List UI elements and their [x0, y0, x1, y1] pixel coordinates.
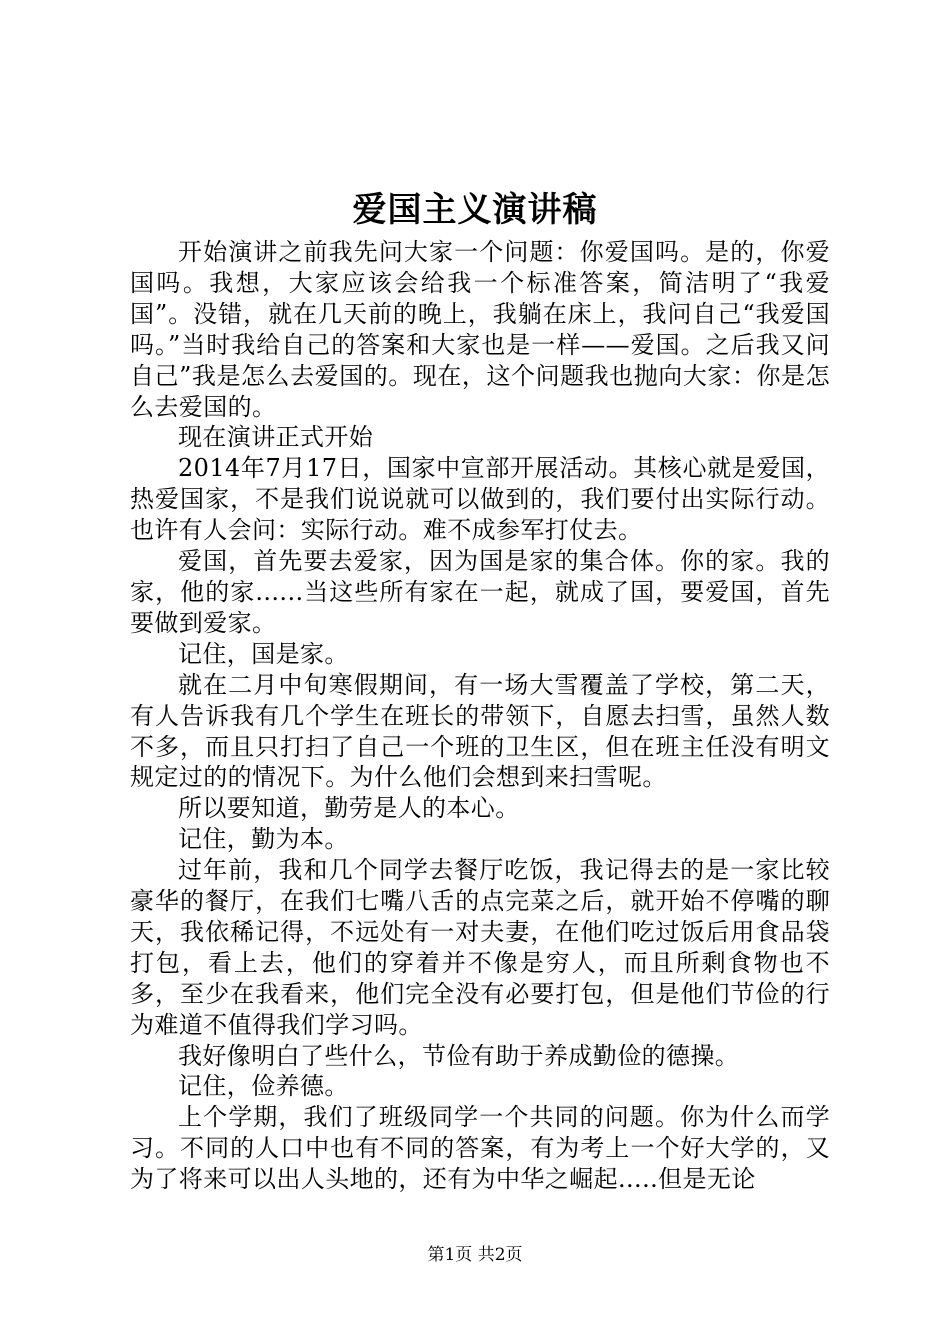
page-footer: 第1页 共2页	[427, 1245, 523, 1265]
document-body	[130, 237, 830, 1195]
paragraph: 记住，俭养德。	[178, 1072, 349, 1101]
paragraph: 2014年7月17日，国家中宣部开展活动。其核心就是爱国，热爱国家，不是我们说说就可以做到的，我们要付出实际行动。也许有人会问：实际行动。难不成参军打仗去。	[130, 454, 830, 545]
paragraph: 我好像明白了些什么，节俭有助于养成勤俭的德操。	[178, 1041, 740, 1070]
paragraph: 开始演讲之前我先问大家一个问题：你爱国吗。是的，你爱国吗。我想，大家应该会给我一个标准答案，简洁明了“我爱国”。没错，就在几天前的晚上，我躺在床上，我问自己“我爱国吗。”当时我给自己的答案和大家也是一样——爱国。之后我又问自己”我是怎么去爱国的。现在，这个问题我也抛向大家：你是怎么去爱国的。	[130, 238, 830, 421]
paragraph: 爱国，首先要去爱家，因为国是家的集合体。你的家。我的家，他的家......当这些所有家在一起，就成了国，要爱国，首先要做到爱家。	[130, 547, 830, 637]
document-title: 爱国主义演讲稿	[352, 190, 598, 230]
paragraph: 就在二月中旬寒假期间，有一场大雪覆盖了学校，第二天，有人告诉我有几个学生在班长的带领下，自愿去扫雪，虽然人数不多，而且只打扫了自己一个班的卫生区，但在班主任没有明文规定过的的情况下。为什么他们会想到来扫雪呢。	[130, 670, 830, 792]
paragraph: 记住，勤为本。	[178, 825, 349, 854]
paragraph: 记住，国是家。	[178, 639, 349, 668]
paragraph: 现在演讲正式开始	[178, 423, 374, 452]
paragraph: 过年前，我和几个同学去餐厅吃饭，我记得去的是一家比较豪华的餐厅，在我们七嘴八舌的点完菜之后，就开始不停嘴的聊天，我依稀记得，不远处有一对夫妻，在他们吃过饭后用食品袋打包，看上去，他们的穿着并不像是穷人，而且所剩食物也不多，至少在我看来，他们完全没有必要打包，但是他们节俭的行为难道不值得我们学习吗。	[130, 856, 830, 1039]
paragraph: 所以要知道，勤劳是人的本心。	[178, 794, 520, 823]
paragraph: 上个学期，我们了班级同学一个共同的问题。你为什么而学习。不同的人口中也有不同的答案，有为考上一个好大学的，又为了将来可以出人头地的，还有为中华之崛起.....但是无论	[130, 1103, 830, 1194]
